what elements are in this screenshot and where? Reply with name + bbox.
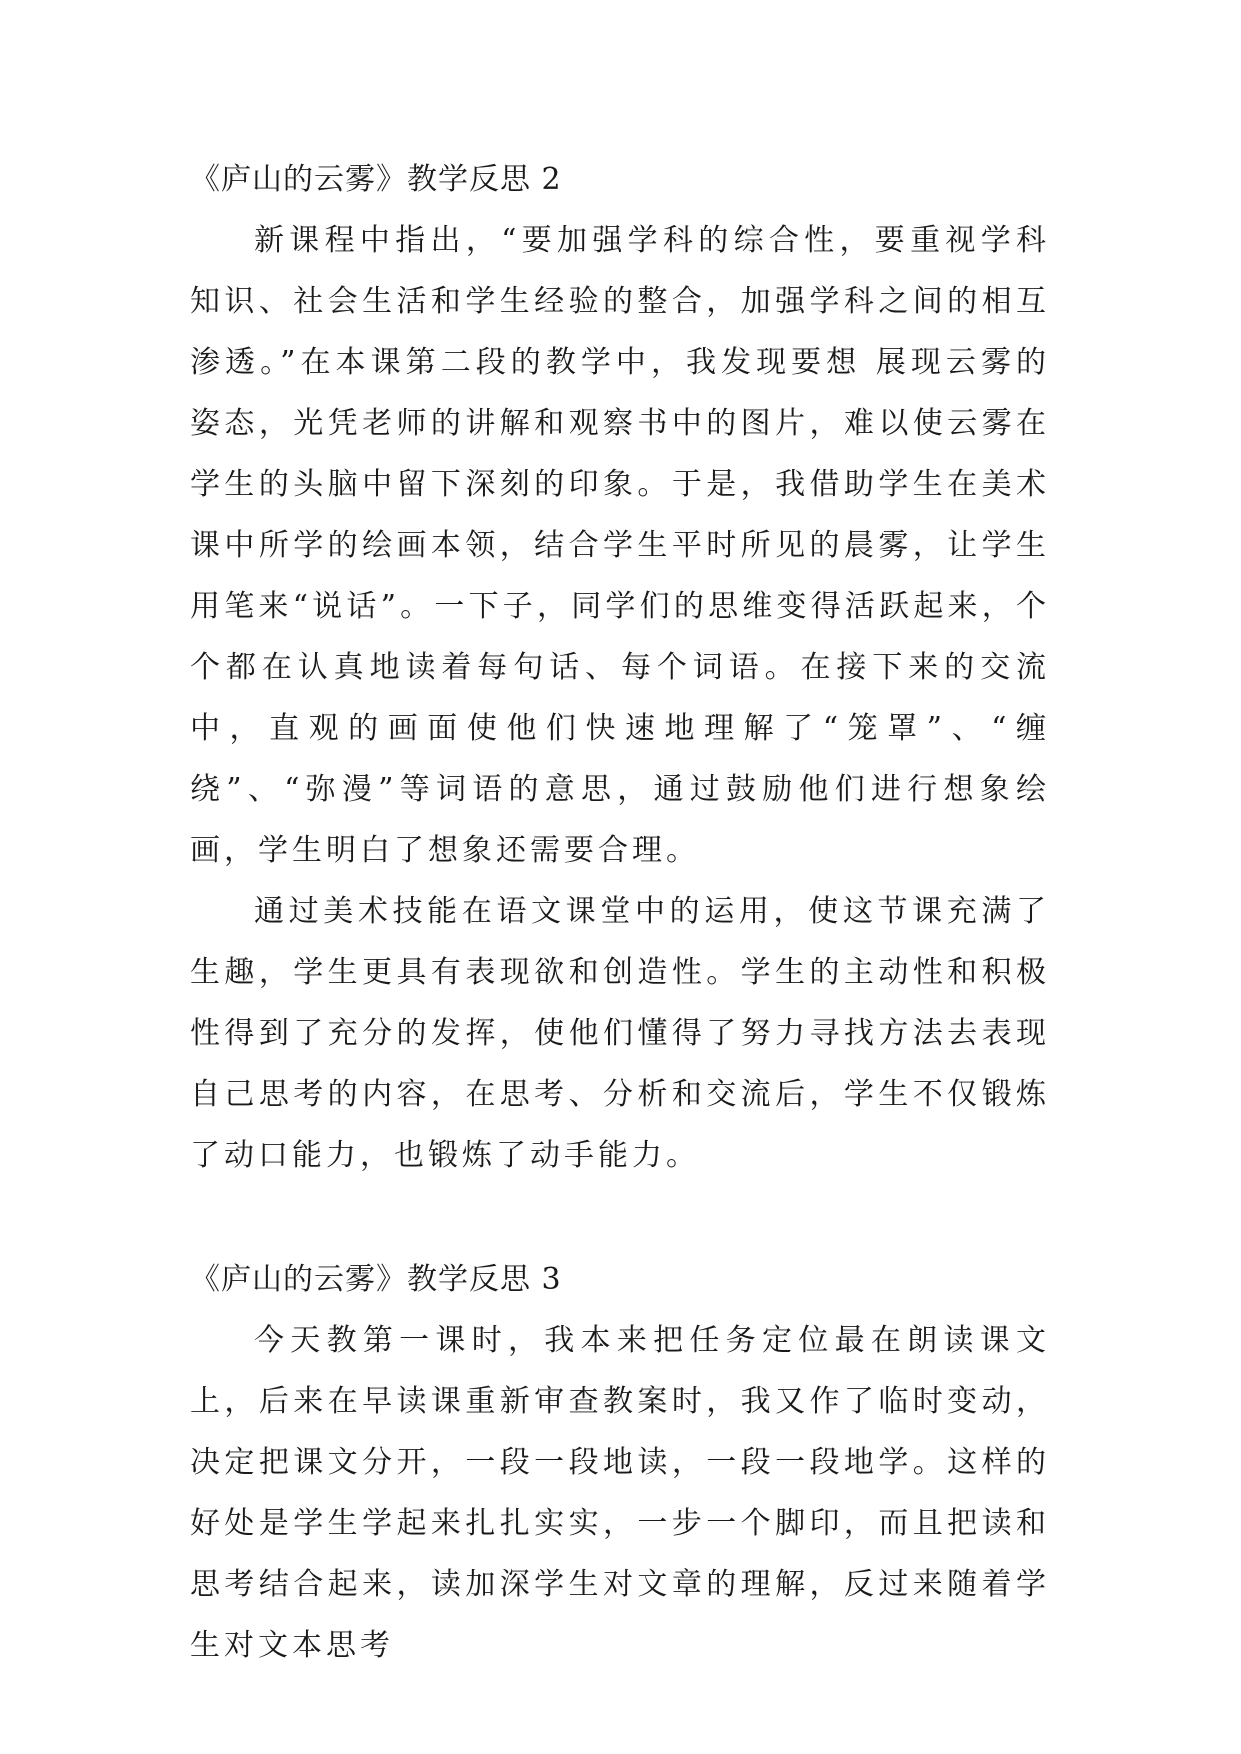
section-spacer: [190, 1186, 1050, 1250]
paragraph: 今天教第一课时，我本来把任务定位最在朗读课文上，后来在早读课重新审查教案时，我又作了临时变动，决定把课文分开，一段一段地读，一段一段地学。这样的好处是学生学起来扎扎实实，一步一个脚印，而且把读和思考结合起来，读加深学生对文章的理解，反过来随着学生对文本思考: [190, 1323, 1050, 1663]
section-title: 《庐山的云雾》教学反思 2: [190, 162, 562, 197]
paragraph: 通过美术技能在语文课堂中的运用，使这节课充满了生趣，学生更具有表现欲和创造性。学生的主动性和积极性得到了充分的发挥，使他们懂得了努力寻找方法去表现自己思考的内容，在思考、分析和交流后，学生不仅锻炼了动口能力，也锻炼了动手能力。: [190, 894, 1050, 1173]
document-page: [190, 150, 1050, 1676]
section-title: 《庐山的云雾》教学反思 3: [190, 1262, 562, 1297]
paragraph: 新课程中指出，“要加强学科的综合性，要重视学科知识、社会生活和学生经验的整合，加强学科之间的相互渗透。”在本课第二段的教学中，我发现要想 展现云雾的姿态，光凭老师的讲解和观察书中的图片，难以使云雾在学生的头脑中留下深刻的印象。于是，我借助学生在美术课中所学的绘画本领，结合学生平时所见的晨雾，让学生用笔来“说话”。一下子，同学们的思维变得活跃起来，个个都在认真地读着每句话、每个词语。在接下来的交流中，直观的画面使他们快速地理解了“笼罩”、“缠绕”、“弥漫”等词语的意思，通过鼓励他们进行想象绘画，学生明白了想象还需要合理。: [190, 223, 1050, 868]
section-reflection-3: [190, 1250, 1050, 1676]
section-reflection-2: [190, 150, 1050, 1186]
